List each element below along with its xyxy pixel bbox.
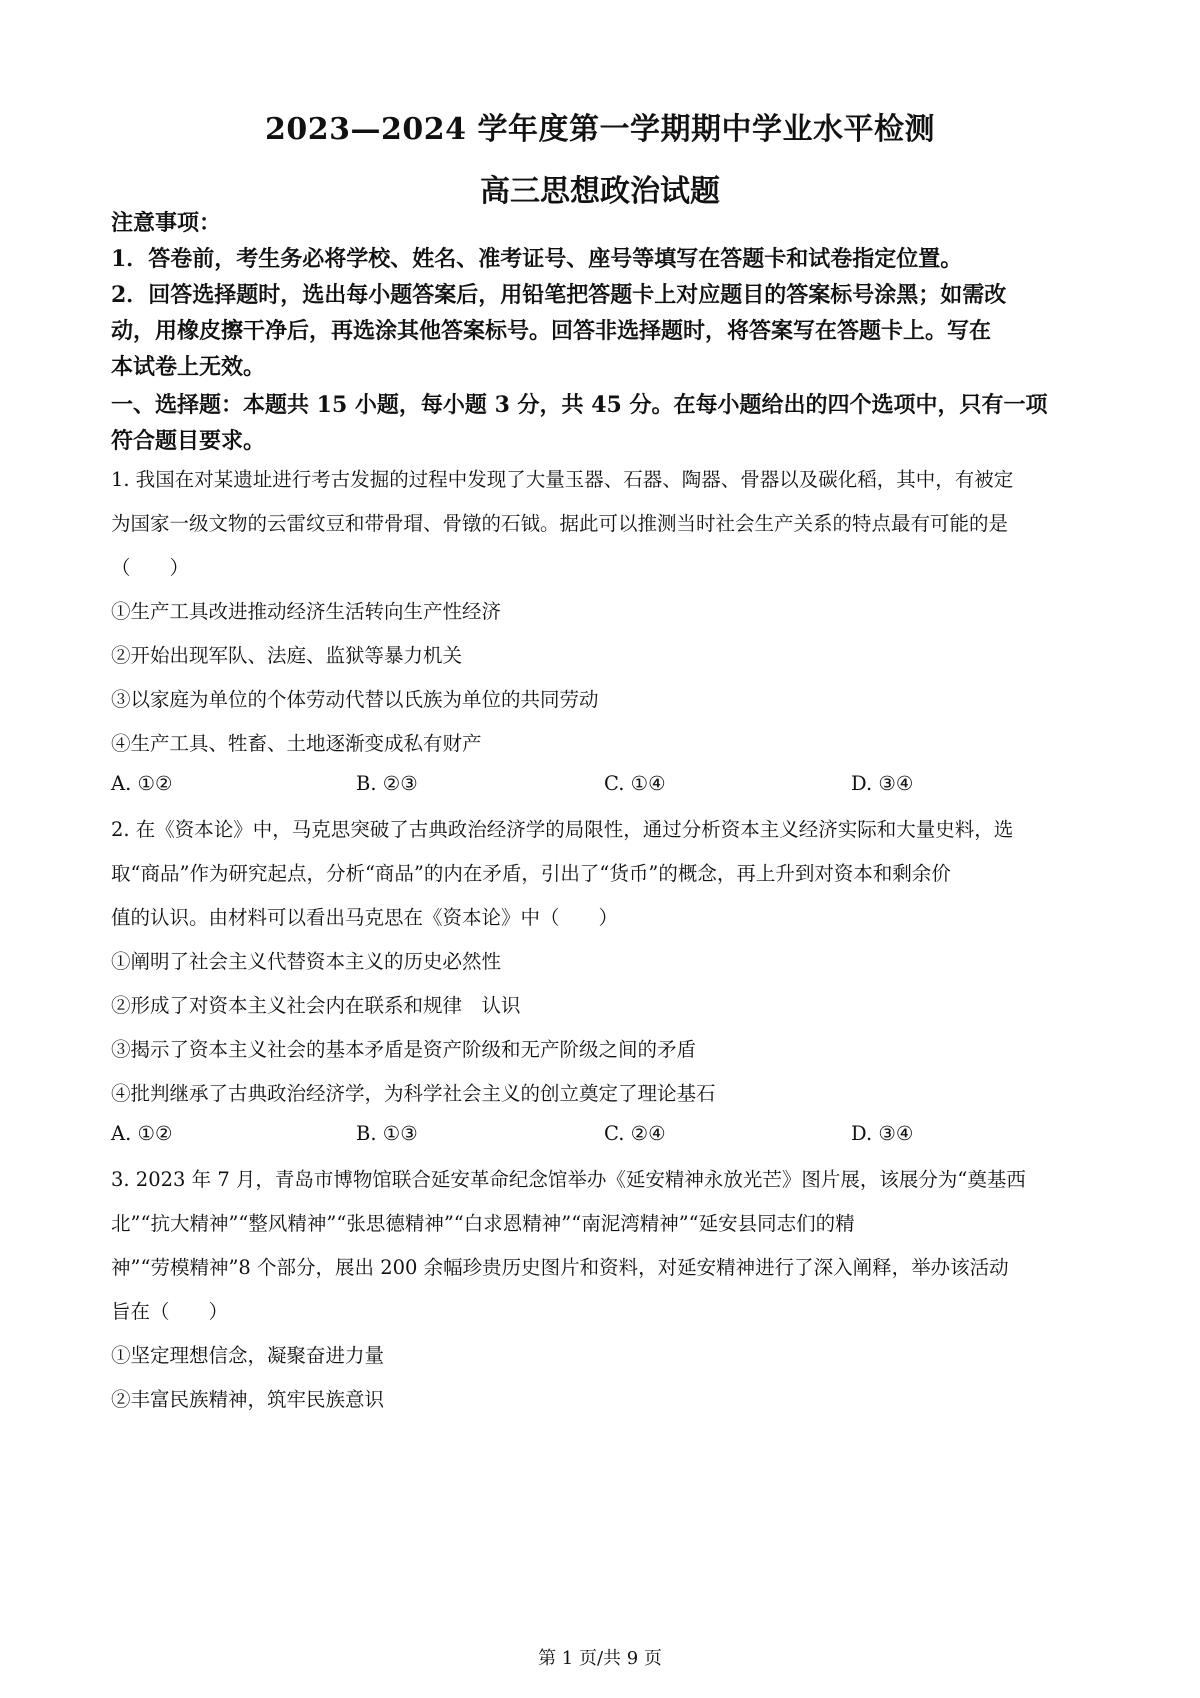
question-1-item: ④生产工具、牲畜、土地逐渐变成私有财产 bbox=[111, 732, 482, 755]
question-2-item: ②形成了对资本主义社会内在联系和规律 认识 bbox=[111, 994, 521, 1017]
question-1-item: ③以家庭为单位的个体劳动代替以氏族为单位的共同劳动 bbox=[111, 688, 599, 711]
question-2-option-b: B. ①③ bbox=[356, 1122, 418, 1145]
question-2-item: ①阐明了社会主义代替资本主义的历史必然性 bbox=[111, 950, 502, 973]
question-1-option-a: A. ①② bbox=[111, 772, 173, 795]
question-2-option-c: C. ②④ bbox=[604, 1122, 666, 1145]
notice-heading: 注意事项： bbox=[111, 210, 222, 236]
notice-line: 本试卷上无效。 bbox=[111, 354, 266, 380]
question-1-option-d: D. ③④ bbox=[851, 772, 914, 795]
question-1-stem: 为国家一级文物的云雷纹豆和带骨瑁、骨镦的石钺。据此可以推测当时社会生产关系的特点最有可能的是 bbox=[111, 512, 1009, 535]
notice-line: 1．答卷前，考生务必将学校、姓名、准考证号、座号等填写在答题卡和试卷指定位置。 bbox=[111, 246, 963, 272]
question-3-stem: 北”“抗大精神”“整风精神”“张思德精神”“白求恩精神”“南泥湾精神”“延安县同志们的精 bbox=[111, 1212, 855, 1235]
question-3-stem: 旨在（ ） bbox=[111, 1300, 229, 1323]
question-2-item: ③揭示了资本主义社会的基本矛盾是资产阶级和无产阶级之间的矛盾 bbox=[111, 1038, 697, 1061]
notice-line: 动，用橡皮擦干净后，再选涂其他答案标号。回答非选择题时，将答案写在答题卡上。写在 bbox=[111, 318, 992, 344]
section-heading: 符合题目要求。 bbox=[111, 428, 266, 454]
question-3-item: ①坚定理想信念，凝聚奋进力量 bbox=[111, 1344, 385, 1367]
question-1-stem: （ ） bbox=[111, 556, 190, 579]
section-heading: 一、选择题：本题共 15 小题，每小题 3 分，共 45 分。在每小题给出的四个选项中，只有一项 bbox=[111, 392, 1048, 418]
notice-line: 2．回答选择题时，选出每小题答案后，用铅笔把答题卡上对应题目的答案标号涂黑；如需改 bbox=[111, 282, 1007, 308]
page-number: 第 1 页/共 9 页 bbox=[538, 1648, 662, 1669]
exam-title: 2023—2024 学年度第一学期期中学业水平检测 bbox=[265, 112, 935, 147]
question-2-stem: 值的认识。由材料可以看出马克思在《资本论》中（ ） bbox=[111, 906, 619, 929]
question-3-stem: 神”“劳模精神”8 个部分，展出 200 余幅珍贵历史图片和资料，对延安精神进行了深入阐释，举办该活动 bbox=[111, 1256, 1009, 1279]
question-2-option-d: D. ③④ bbox=[851, 1122, 914, 1145]
question-1-item: ②开始出现军队、法庭、监狱等暴力机关 bbox=[111, 644, 463, 667]
question-3-item: ②丰富民族精神，筑牢民族意识 bbox=[111, 1388, 385, 1411]
question-2-stem: 2. 在《资本论》中，马克思突破了古典政治经济学的局限性，通过分析资本主义经济实际和大量史料，选 bbox=[111, 818, 1014, 841]
question-1-item: ①生产工具改进推动经济生活转向生产性经济 bbox=[111, 600, 502, 623]
question-1-option-c: C. ①④ bbox=[604, 772, 666, 795]
question-1-stem: 1. 我国在对某遗址进行考古发掘的过程中发现了大量玉器、石器、陶器、骨器以及碳化稻，其中，有被定 bbox=[111, 468, 1014, 491]
question-2-stem: 取“商品”作为研究起点，分析“商品”的内在矛盾，引出了“货币”的概念，再上升到对资本和剩余价 bbox=[111, 862, 951, 885]
question-2-item: ④批判继承了古典政治经济学，为科学社会主义的创立奠定了理论基石 bbox=[111, 1082, 716, 1105]
question-1-option-b: B. ②③ bbox=[356, 772, 418, 795]
question-3-stem: 3. 2023 年 7 月，青岛市博物馆联合延安革命纪念馆举办《延安精神永放光芒》图片展，该展分为“奠基西 bbox=[111, 1168, 1026, 1191]
question-2-option-a: A. ①② bbox=[111, 1122, 173, 1145]
exam-subtitle: 高三思想政治试题 bbox=[480, 174, 720, 209]
